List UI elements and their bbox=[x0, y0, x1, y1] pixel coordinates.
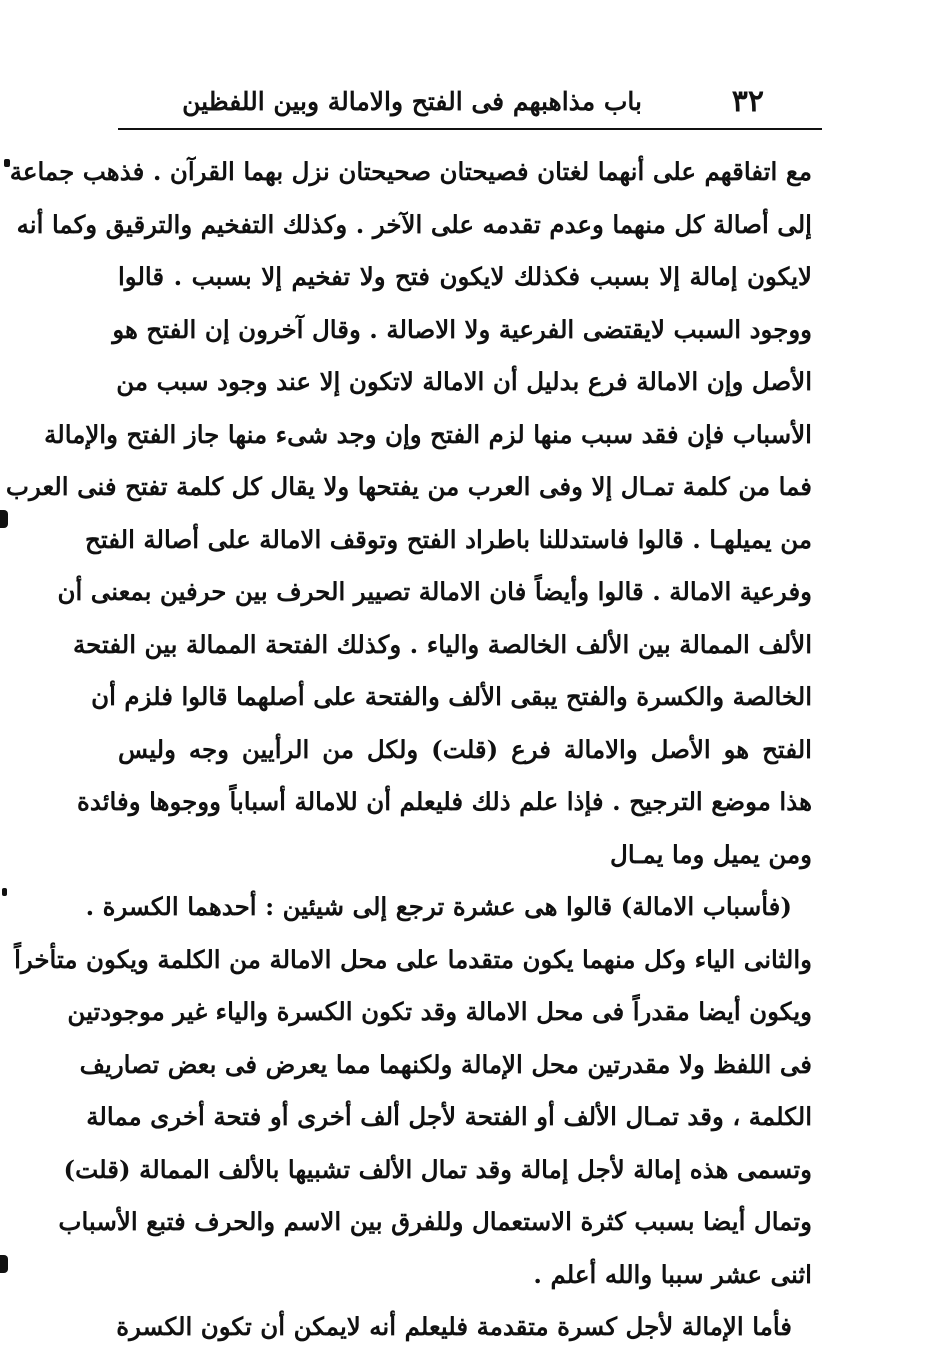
text-line: الألف الممالة بين الألف الخالصة والياء . وكذلك الفتحة الممالة بين الفتحة bbox=[73, 629, 812, 659]
text-line: الكلمة ، وقد تمـال الألف أو الفتحة لأجل ألف أخرى أو فتحة أخرى ممالة bbox=[86, 1102, 812, 1131]
text-line: وفرعية الامالة . قالوا وأيضاً فان الامالة تصيير الحرف بين حرفين بمعنى أن bbox=[57, 577, 812, 606]
text-line: من يميلهـا . قالوا فاستدللنا باطراد الفتح وتوقف الامالة على أصالة الفتح bbox=[85, 524, 812, 554]
text-line: ووجود السبب لايقتضى الفرعية ولا الاصالة . وقال آخرون إن الفتح هو bbox=[112, 314, 812, 344]
text-line: ويكون أيضا مقدراً فى محل الامالة وقد تكون الكسرة والياء غير موجودتين bbox=[67, 997, 812, 1026]
text-line: الأصل وإن الامالة فرع بدليل أن الامالة لاتكون إلا عند وجود سبب من bbox=[116, 367, 812, 396]
margin-mark bbox=[2, 888, 7, 896]
text-line: وتمال أيضا بسبب كثرة الاستعمال وللفرق بين الاسم والحرف فتبع الأسباب bbox=[58, 1207, 812, 1236]
margin-mark bbox=[0, 510, 8, 528]
text-line: (فأسباب الامالة) قالوا هى عشرة ترجع إلى شيئين : أحدهما الكسرة . bbox=[85, 892, 792, 921]
text-line: فما من كلمة تمـال إلا وفى العرب من يفتحها ولا يقال كل كلمة تفتح فنى العرب bbox=[5, 472, 812, 501]
text-line: اثنى عشر سببا والله أعلم . bbox=[533, 1259, 812, 1289]
text-line: فى اللفظ ولا مقدرتين محل الإمالة ولكنهما مما يعرض فى بعض تصاريف bbox=[79, 1049, 812, 1079]
body-text bbox=[5, 146, 812, 1354]
text-line: وتسمى هذه إمالة لأجل إمالة وقد تمال الألف تشبيها بالألف الممالة (قلت) bbox=[63, 1154, 812, 1184]
text-line: الأسباب فإن فقد سبب منها لزم الفتح وإن وجد شىء منها جاز الفتح والإمالة bbox=[44, 419, 812, 449]
page-number: ٣٢ bbox=[731, 84, 764, 119]
margin-mark bbox=[4, 159, 10, 167]
text-line: لايكون إمالة إلا بسبب فكذلك لايكون فتح ولا تفخيم إلا بسبب . قالوا bbox=[118, 262, 812, 291]
text-line: فأما الإمالة لأجل كسرة متقدمة فليعلم أنه لايمكن أن تكون الكسرة bbox=[116, 1312, 792, 1341]
text-line: مع اتفاقهم على أنهما لغتان فصيحتان صحيحتان نزل بهما القرآن . فذهب جماعة bbox=[9, 157, 812, 186]
text-line: هذا موضع الترجيح . فإذا علم ذلك فليعلم أن للامالة أسباباً ووجوها وفائدة bbox=[77, 787, 812, 816]
margin-mark bbox=[0, 1255, 8, 1273]
running-header bbox=[118, 80, 822, 126]
chapter-title: باب مذاهبهم فى الفتح والامالة وبين اللفظين bbox=[182, 87, 642, 116]
header-divider bbox=[118, 128, 822, 130]
text-line: الفتح هو الأصل والامالة فرع (قلت) ولكل من الرأيين وجه وليس bbox=[118, 734, 812, 764]
text-line: إلى أصالة كل منهما وعدم تقدمه على الآخر . وكذلك التفخيم والترقيق وكما أنه bbox=[16, 209, 812, 239]
text-line: والثانى الياء وكل منهما يكون متقدما على محل الامالة من الكلمة ويكون متأخراً bbox=[14, 944, 812, 974]
text-line: ومن يميل وما يمـال bbox=[610, 839, 812, 869]
text-line: الخالصة والكسرة والفتح يبقى الألف والفتحة على أصلهما قالوا فلزم أن bbox=[91, 682, 812, 711]
